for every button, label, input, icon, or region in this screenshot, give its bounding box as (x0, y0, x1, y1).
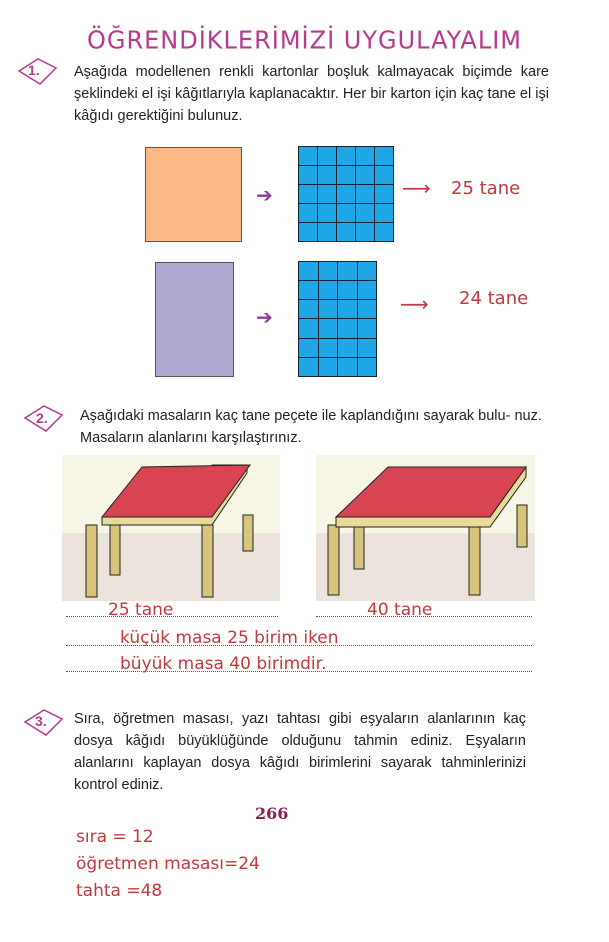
question-3-text: Sıra, öğretmen masası, yazı tahtası gibi eşyaların alanlarının kaç dosya kâğıdı büyüklüğünde olduğunu tahmin ediniz. Eşyaların alanlarını kaplayan dosya kâğıdı birimlerini sayarak tahminlerinizi kontrol ediniz. (74, 711, 526, 793)
tile (358, 300, 377, 318)
arrow-icon: ➔ (256, 185, 273, 207)
tile (299, 319, 318, 337)
tile (356, 185, 374, 203)
handwritten-arrow-icon: ⟶ (402, 176, 431, 200)
tile (299, 204, 317, 222)
question-1-text: Aşağıda modellenen renkli kartonlar boşluk kalmayacak biçimde kare şeklindeki el işi kâğıtlarıyla kaplanacaktır. Her bir karton için kaç tane el işi kâğıdı gerektiğini bulunuz. (74, 64, 549, 124)
tile (356, 223, 374, 241)
answer-3-item: sıra = 12 (76, 827, 154, 847)
question-2-number: 2. (36, 410, 48, 426)
tile (319, 281, 338, 299)
tile (338, 339, 357, 357)
tile (337, 147, 355, 165)
tile (299, 166, 317, 184)
answer-3-list (76, 824, 260, 905)
tile (318, 223, 336, 241)
question-2-text: Aşağıdaki masaların kaç tane peçete ile kaplandığını sayarak bulu- nuz. Masaların alanlarını karşılaştırınız. (80, 408, 542, 446)
tile (337, 166, 355, 184)
tile (358, 319, 377, 337)
answer-2-line3: büyük masa 40 birimdir. (120, 654, 327, 674)
tile (299, 300, 318, 318)
tile (318, 147, 336, 165)
tile (318, 204, 336, 222)
tile (319, 300, 338, 318)
answer-3-item: tahta =48 (76, 881, 163, 901)
large-table-image (316, 455, 535, 601)
answer-2-left: 25 tane (108, 600, 174, 620)
tile (375, 147, 393, 165)
tile (319, 358, 338, 376)
tile (318, 166, 336, 184)
answer-2-right: 40 tane (367, 600, 433, 620)
tile (299, 358, 318, 376)
question-1-number: 1. (28, 62, 40, 78)
tile (337, 223, 355, 241)
question-3-number: 3. (35, 713, 47, 729)
tile (299, 281, 318, 299)
purple-card (155, 262, 234, 377)
tile (318, 185, 336, 203)
page-title: ÖĞRENDİKLERİMİZİ UYGULAYALIM (86, 25, 523, 55)
tile (338, 262, 357, 280)
tile (358, 358, 377, 376)
tile (338, 358, 357, 376)
tile (358, 281, 377, 299)
tile (375, 204, 393, 222)
tile (319, 262, 338, 280)
tile (338, 319, 357, 337)
tile (337, 204, 355, 222)
tile (319, 319, 338, 337)
orange-card (145, 147, 242, 242)
page-number: 266 (255, 804, 289, 823)
tile (299, 339, 318, 357)
tile (358, 339, 377, 357)
tile (319, 339, 338, 357)
tile (356, 204, 374, 222)
tile (375, 166, 393, 184)
handwritten-arrow-icon: ⟶ (400, 292, 429, 316)
tile (299, 147, 317, 165)
arrow-icon: ➔ (256, 307, 273, 329)
tile (356, 147, 374, 165)
tile (338, 300, 357, 318)
tile (375, 223, 393, 241)
tile-grid-5x5 (298, 146, 394, 242)
tile (356, 166, 374, 184)
answer-2-line2: küçük masa 25 birim iken (120, 628, 339, 648)
tile (299, 262, 318, 280)
answer-1a: 25 tane (451, 178, 521, 199)
tile (299, 223, 317, 241)
tile (337, 185, 355, 203)
tile (375, 185, 393, 203)
answer-1b: 24 tane (459, 288, 529, 309)
tile (358, 262, 377, 280)
tile-grid-4x6 (298, 261, 377, 377)
tile (299, 185, 317, 203)
small-table-image (62, 455, 280, 601)
tile (338, 281, 357, 299)
answer-3-item: öğretmen masası=24 (76, 854, 260, 874)
